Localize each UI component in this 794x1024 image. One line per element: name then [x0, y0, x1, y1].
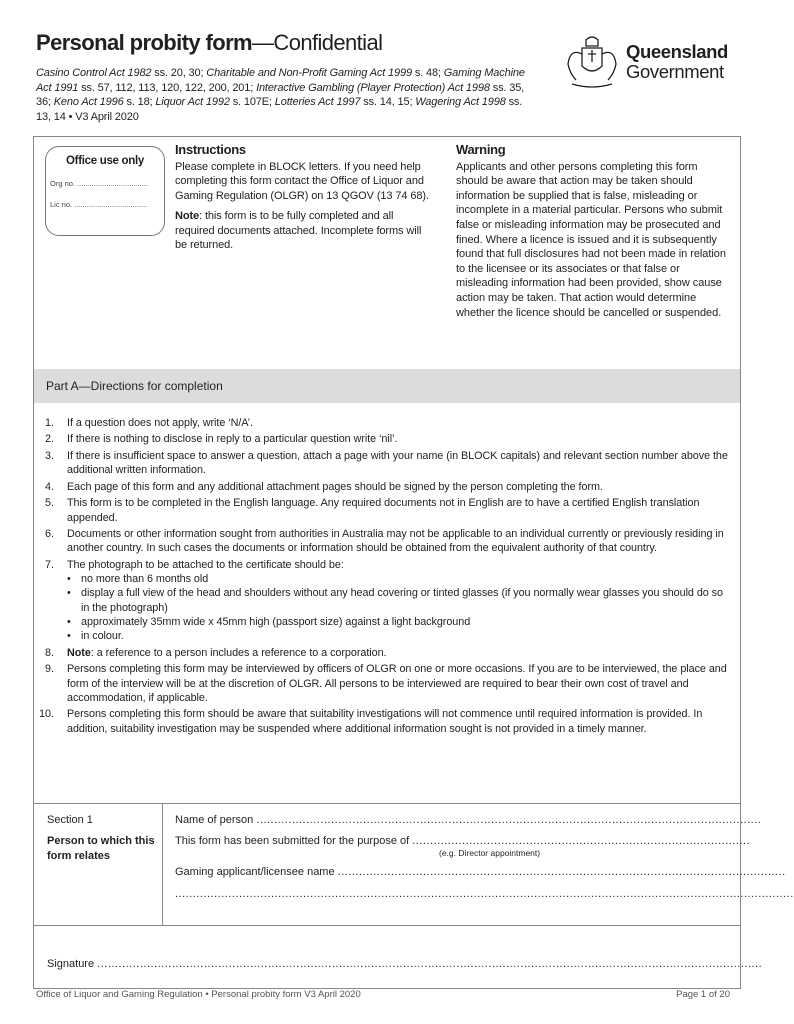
section-label: Section 1: [47, 814, 93, 826]
instructions-note: Note: this form is to be fully completed and all required documents attached. Incomplete forms will be returned.: [175, 210, 422, 251]
page-number: Page 1 of 20: [676, 989, 730, 1000]
list-item: 6. Documents or other information sought from authorities in Australia may not be applicable to an individual currently or previously residing in another country. In such cases the documents or information should be obtained from the equivalent authority of that country.: [45, 528, 724, 555]
instructions-text: Please complete in BLOCK letters. If you need help completing this form contact the Office of Liquor and Gaming Regulation (OLGR) on 13 QGOV (13 74 68).: [175, 160, 429, 202]
lic-no-field[interactable]: Lic no. ...................................: [50, 200, 148, 209]
list-item: 2. If there is nothing to disclose in reply to a particular question write ‘nil’.: [45, 433, 398, 446]
list-item: 4. Each page of this form and any additional attachment pages should be signed by the person completing the form.: [45, 480, 603, 493]
list-item: 5. This form is to be completed in the English language. Any required documents not in English are to have a certified English translation appended.: [45, 497, 700, 524]
legislation-references: Casino Control Act 1982 ss. 20, 30; Charitable and Non-Profit Gaming Act 1999 s. 48; Gaming Machine Act 1991 ss. 57, 112, 113, 120, 122, 200, 201; Interactive Gambling (Player Protection) Act 1998 ss. 35, 36; Keno Act 1996 s. 18; Liquor Act 1992 s. 107E; Lotteries Act 1997 ss. 14, 15; Wagering Act 1998 ss. 13, 14 • V3 April 2020: [36, 67, 525, 123]
list-item: 7. The photograph to be attached to the certificate should be: • no more than 6 months old • display a full view of the head and shoulders without any head covering or tinted glasses (if you normally wear glasses you should do so in the photograph) • approximately 35mm wide x 45mm high (passport size) against a light background • in colour.: [45, 558, 730, 644]
list-item: 9. Persons completing this form may be interviewed by officers of OLGR on one or more occasions. If you are to be interviewed, the place and form of the interview will be at the discretion of OLGR. All persons to be interviewed are required to bear their own cost of travel and accommodation, if applicable.: [45, 663, 727, 704]
queensland-government-logo: [562, 34, 742, 90]
list-item: 3. If there is insufficient space to answer a question, attach a page with your name (in BLOCK capitals) and relevant section number above the additional written information.: [45, 449, 728, 477]
signature-field[interactable]: Signature ...........................................................................................................................................................................................: [47, 958, 763, 970]
section-1: [34, 803, 794, 926]
bullet-item: • display a full view of the head and shoulders without any head covering or tinted glasses (if you normally wear glasses you should do so in the photograph): [67, 587, 723, 614]
instructions: [175, 143, 430, 253]
purpose-field[interactable]: This form has been submitted for the purpose of ...............................................................................................: [175, 835, 751, 847]
warning-text: Applicants and other persons completing this form should be aware that action may be taken should information be supplied that is false, misleading or incomplete in a material particular. Persons who submit false or misleading information may be prosecuted and fined. Where a licence is issued and it is subsequently found that full disclosures had not been made in relation to the licensee or its associates or that false or misleading information had been provided, show cause action may be taken. That action would determine whether the licence should be cancelled or suspended.: [456, 160, 726, 319]
office-use-box: [45, 146, 165, 236]
list-item: 8. Note: a reference to a person includes a reference to a corporation.: [45, 646, 387, 659]
warning: [456, 143, 726, 320]
coat-of-arms-icon: [562, 34, 622, 90]
logo-line1: Queensland: [626, 41, 728, 62]
list-item: 10. Persons completing this form should be aware that suitability investigations will not commence until required information is provided. In addition, suitability investigation may be suspended where additional information sought is not provided in a timely manner.: [39, 708, 703, 735]
part-a-header: Part A—Directions for completion: [34, 369, 740, 403]
org-no-field[interactable]: Org no. ..................................: [50, 179, 148, 188]
name-of-person-field[interactable]: Name of person ..............................................................................................................................................: [175, 814, 762, 826]
office-use-title: Office use only: [66, 155, 144, 167]
bullet-item: • no more than 6 months old: [67, 573, 209, 586]
licensee-name-continued-field[interactable]: ..............................................................................................................................................................................: [175, 888, 794, 900]
footer-text: Office of Liquor and Gaming Regulation • Personal probity form V3 April 2020: [36, 989, 361, 1000]
list-item: 1. If a question does not apply, write ‘N/A’.: [45, 417, 253, 429]
directions-list: [39, 416, 730, 738]
page-title: Personal probity form—Confidential: [36, 30, 383, 55]
logo-line2: Government: [626, 61, 724, 82]
licensee-name-field[interactable]: Gaming applicant/licensee name ..............................................................................................................................: [175, 866, 786, 878]
warning-heading: Warning: [456, 142, 506, 157]
bullet-item: • in colour.: [67, 630, 124, 643]
purpose-hint: (e.g. Director appointment): [439, 848, 541, 858]
bullet-item: • approximately 35mm wide x 45mm high (passport size) against a light background: [67, 615, 471, 628]
section-title: Person to which this form relates: [47, 835, 155, 862]
instructions-heading: Instructions: [175, 142, 246, 157]
